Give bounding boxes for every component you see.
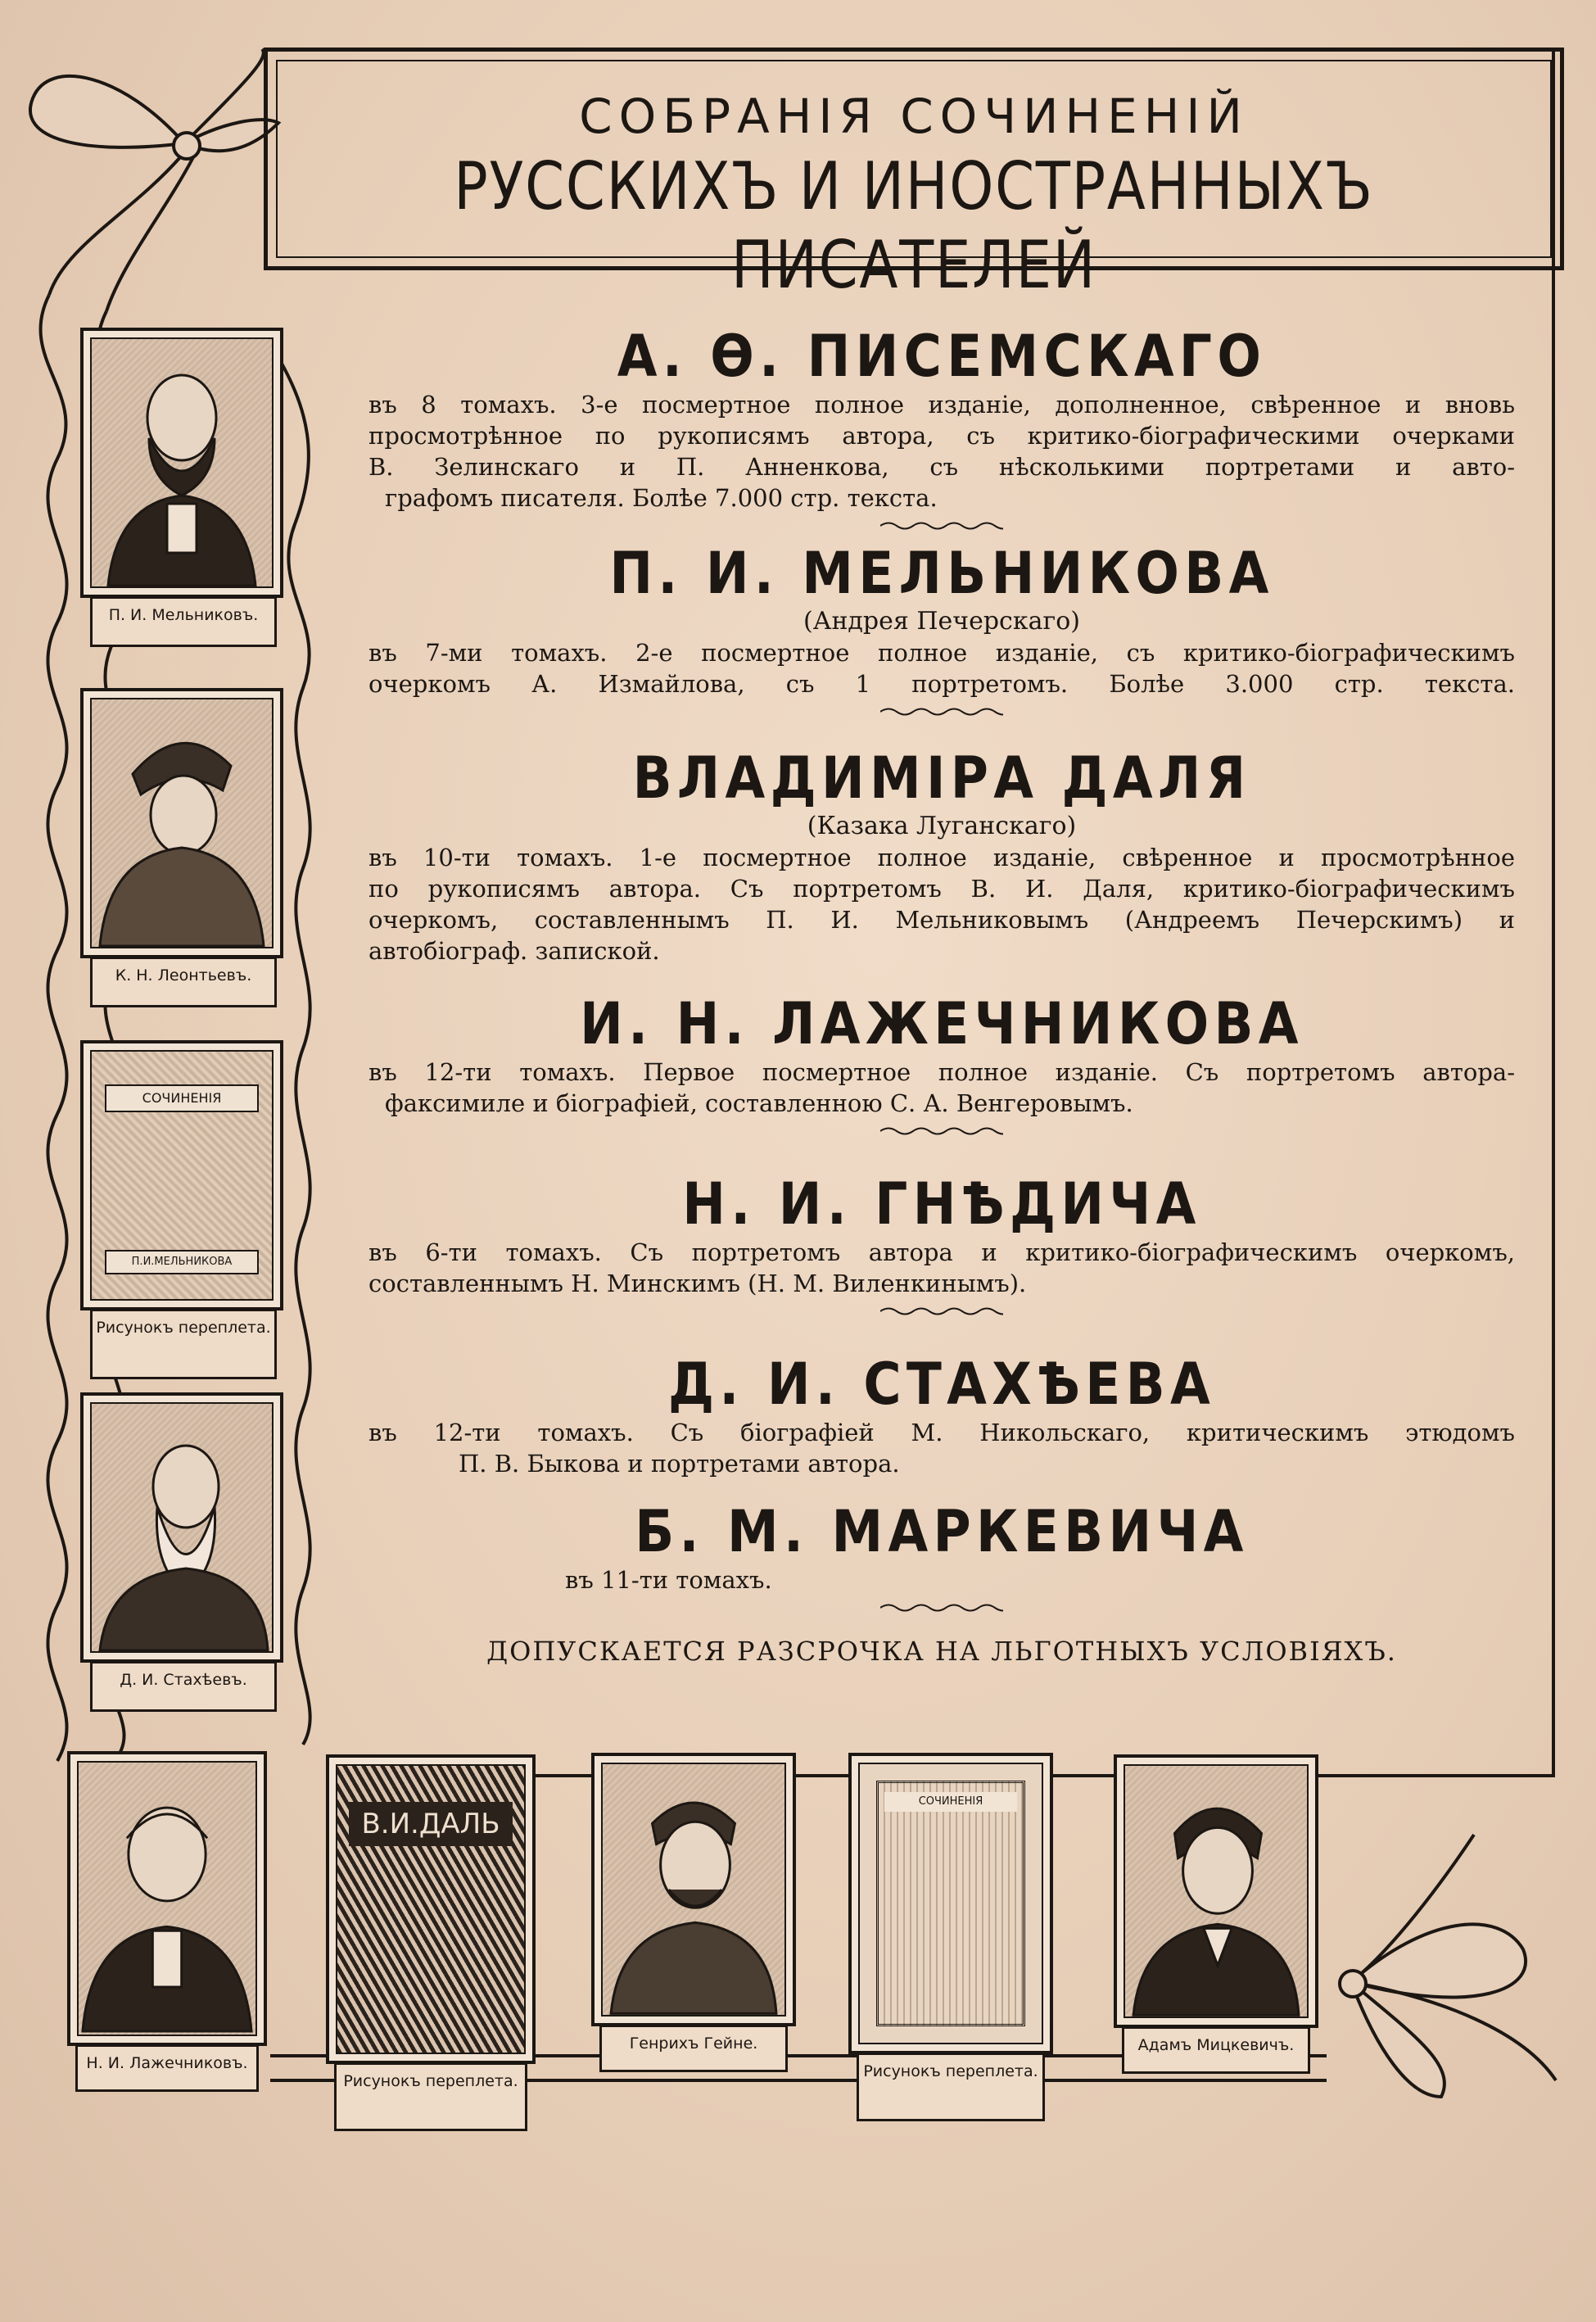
entry-name: А. Ѳ. ПИСЕМСКАГО <box>617 323 1267 390</box>
entry-stakheev <box>368 1351 1515 1479</box>
portrait-engraving <box>90 1402 274 1653</box>
entry-desc-line: графомъ писателя. Болѣе 7.000 стр. текста. <box>385 484 938 512</box>
cover-third <box>848 1753 1053 2054</box>
entry-desc-line: въ 10-ти томахъ. 1-е посмертное полное изданіе, свѣренное и просмотрѣнное <box>368 844 1515 871</box>
entry-desc-line: очеркомъ А. Измайлова, съ 1 портретомъ. Болѣе 3.000 стр. текста. <box>368 670 1515 698</box>
caption-left1: П. И. Мельниковъ. <box>90 596 277 647</box>
cover-melnikov <box>80 1040 283 1310</box>
entry-subtitle: (Казака Луганскаго) <box>807 812 1077 840</box>
entry-desc-line: В. Зелинскаго и П. Анненкова, съ нѣсколькими портретами и авто- <box>368 453 1515 481</box>
portrait-engraving <box>90 337 274 588</box>
man-fur-hat-portrait-icon <box>92 699 272 947</box>
portrait-heine <box>591 1753 796 2026</box>
cover-author: П.И.МЕЛЬНИКОВА <box>105 1250 259 1274</box>
entry-gnedich <box>368 1171 1515 1317</box>
entry-desc-line: по рукописямъ автора. Съ портретомъ В. И. Даля, критико-біографическимъ <box>368 875 1515 903</box>
man-portrait-icon <box>92 339 272 586</box>
header-title-line1: СОБРАНІЯ СОЧИНЕНІЙ <box>579 88 1249 144</box>
caption-left3: Рисунокъ переплета. <box>90 1309 277 1379</box>
portrait-lazhechnikov <box>67 1751 267 2046</box>
caption-left2: К. Н. Леонтьевъ. <box>90 957 277 1007</box>
caption-left4: Д. И. Стахѣевъ. <box>90 1661 277 1712</box>
entry-name: И. Н. ЛАЖЕЧНИКОВА <box>580 990 1304 1057</box>
wavy-divider-icon <box>880 520 1003 532</box>
portrait-engraving <box>77 1761 257 2036</box>
entry-desc-line: въ 7-ми томахъ. 2-е посмертное полное изданіе, съ критико-біографическимъ <box>368 639 1515 667</box>
entry-name: ВЛАДИМІРА ДАЛЯ <box>632 745 1251 812</box>
installment-notice: ДОПУСКАЕТСЯ РАЗСРОЧКА НА ЛЬГОТНЫХЪ УСЛОВІЯХЪ. <box>486 1636 1397 1667</box>
portrait-engraving <box>90 698 274 948</box>
entry-desc-line: составленнымъ Н. Минскимъ (Н. М. Виленкинымъ). <box>368 1270 1027 1297</box>
frame-right-line <box>1552 48 1555 1776</box>
wavy-divider-icon <box>880 1125 1003 1137</box>
man-portrait-icon <box>79 1763 255 2035</box>
wavy-divider-icon <box>880 706 1003 717</box>
caption-bottom5: Адамъ Мицкевичъ. <box>1122 2026 1310 2074</box>
old-man-beard-portrait-icon <box>92 1404 272 1651</box>
cover-dal <box>326 1754 536 2064</box>
cover-title: СОЧИНЕНІЯ <box>884 1792 1017 1812</box>
portrait-stakheev <box>80 1392 283 1663</box>
entry-desc-line: просмотрѣнное по рукописямъ автора, съ критико-біографическими очерками <box>368 422 1515 450</box>
caption-bottom3: Генрихъ Гейне. <box>599 2025 788 2072</box>
portrait-leontiev <box>80 688 283 958</box>
entry-desc-line: въ 11-ти томахъ. <box>565 1566 772 1594</box>
book-cover-engraving <box>858 1763 1043 2044</box>
entry-name: Б. М. МАРКЕВИЧА <box>635 1498 1249 1565</box>
book-cover-engraving <box>90 1050 274 1301</box>
caption-bottom4: Рисунокъ переплета. <box>857 2053 1045 2121</box>
entry-desc-line: въ 12-ти томахъ. Первое посмертное полное изданіе. Съ портретомъ автора- <box>368 1058 1515 1086</box>
wavy-divider-icon <box>880 1306 1003 1317</box>
portrait-melnikov <box>80 328 283 598</box>
caption-bottom1: Н. И. Лажечниковъ. <box>75 2044 259 2092</box>
cover-ornament <box>876 1781 1025 2026</box>
cover-title: СОЧИНЕНІЯ <box>105 1084 259 1112</box>
entry-name: Н. И. ГНѢДИЧА <box>682 1170 1201 1238</box>
wavy-divider-icon <box>880 1602 1003 1614</box>
caption-bottom2: Рисунокъ переплета. <box>334 2062 527 2131</box>
header-title-line2: РУССКИХЪ И ИНОСТРАННЫХЪ ПИСАТЕЛЕЙ <box>454 148 1374 303</box>
cover-title: В.И.ДАЛЬ <box>349 1802 513 1846</box>
book-cover-engraving <box>336 1764 526 2054</box>
man-profile-portrait-icon <box>603 1764 784 2015</box>
entry-name: П. И. МЕЛЬНИКОВА <box>609 540 1274 607</box>
portrait-engraving <box>1124 1764 1309 2018</box>
entry-desc-line: въ 8 томахъ. 3-е посмертное полное изданіе, дополненное, свѣренное и вновь <box>368 391 1515 419</box>
entry-desc-line: факсимиле и біографіей, составленною С. А. Венгеровымъ. <box>385 1089 1133 1117</box>
entry-melnikov <box>368 541 1515 717</box>
man-portrait-icon <box>1125 1766 1307 2016</box>
portrait-mickiewicz <box>1114 1754 1318 2028</box>
entry-desc-line: въ 12-ти томахъ. Съ біографіей М. Никольскаго, критическимъ этюдомъ <box>368 1419 1515 1446</box>
entry-name: Д. И. СТАХѢЕВА <box>667 1351 1216 1418</box>
entry-lazhechnikov <box>368 991 1515 1137</box>
entry-desc-line: П. В. Быкова и портретами автора. <box>459 1450 900 1478</box>
entry-pisemsky <box>368 324 1515 532</box>
entry-markevich <box>368 1499 1515 1614</box>
entry-desc-line: въ 6-ти томахъ. Съ портретомъ автора и критико-біографическимъ очеркомъ, <box>368 1238 1515 1266</box>
entry-desc-line: автобіограф. запиской. <box>368 937 660 965</box>
entry-dal <box>368 745 1515 966</box>
entry-subtitle: (Андрея Печерскаго) <box>803 607 1080 636</box>
portrait-engraving <box>601 1763 786 2016</box>
entry-desc-line: очеркомъ, составленнымъ П. И. Мельниковымъ (Андреемъ Печерскимъ) и <box>368 906 1515 934</box>
